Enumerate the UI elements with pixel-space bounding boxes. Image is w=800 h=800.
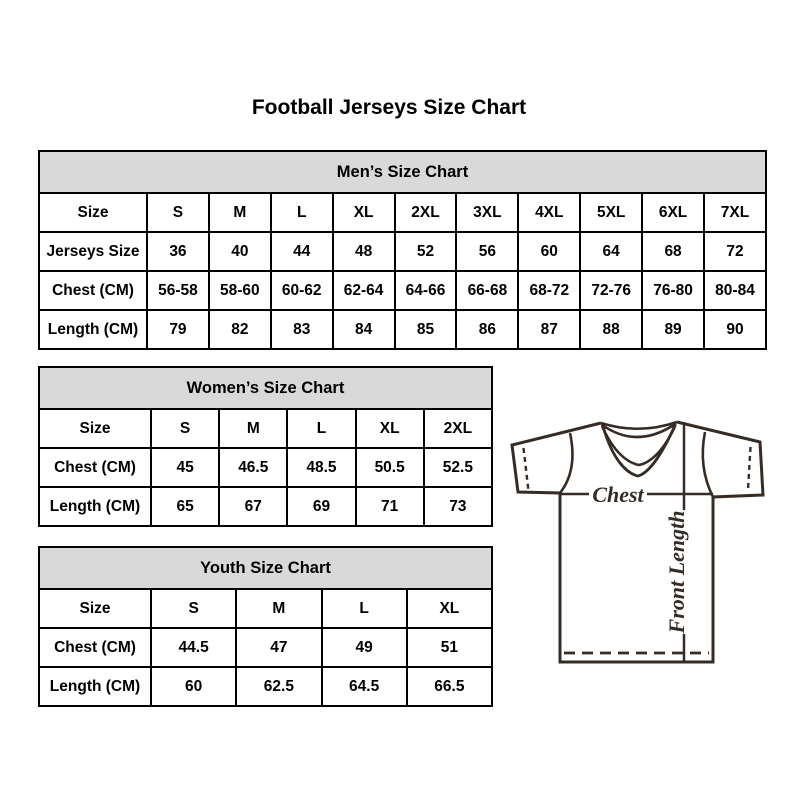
size-cell: M (236, 589, 321, 628)
row-label: Size (39, 409, 151, 448)
size-cell: 60 (151, 667, 236, 706)
size-cell: 72-76 (580, 271, 642, 310)
size-cell: 60 (518, 232, 580, 271)
size-cell: S (151, 409, 219, 448)
size-cell: 64 (580, 232, 642, 271)
women-row-0 (39, 409, 492, 448)
women-header-row (39, 367, 492, 409)
row-label: Size (39, 589, 151, 628)
size-cell: 46.5 (219, 448, 287, 487)
size-cell: S (147, 193, 209, 232)
right-sleeve-seam (703, 432, 713, 497)
row-label: Length (CM) (39, 310, 147, 349)
men-row-1 (39, 232, 766, 271)
size-cell: 2XL (395, 193, 457, 232)
page-title: Football Jerseys Size Chart (251, 96, 527, 119)
size-cell: 50.5 (356, 448, 424, 487)
size-cell: 68 (642, 232, 704, 271)
size-cell: XL (333, 193, 395, 232)
size-cell: 52 (395, 232, 457, 271)
size-cell: 44 (271, 232, 333, 271)
row-label: Chest (CM) (39, 271, 147, 310)
left-cuff-stitch-dashes (524, 448, 529, 491)
front-length-measure-label: Front Length (664, 510, 689, 634)
jersey-measurement-diagram (498, 412, 796, 672)
size-cell: S (151, 589, 236, 628)
size-cell: 69 (287, 487, 355, 526)
youth-row-0 (39, 589, 492, 628)
left-sleeve-seam (560, 433, 572, 493)
row-label: Size (39, 193, 147, 232)
size-cell: 7XL (704, 193, 766, 232)
men-table-title: Men’s Size Chart (39, 151, 766, 193)
size-cell: 48.5 (287, 448, 355, 487)
size-cell: 62-64 (333, 271, 395, 310)
women-row-2 (39, 487, 492, 526)
size-cell: 44.5 (151, 628, 236, 667)
men-row-0 (39, 193, 766, 232)
size-cell: M (219, 409, 287, 448)
size-cell: 76-80 (642, 271, 704, 310)
size-cell: 86 (456, 310, 518, 349)
men-header-row (39, 151, 766, 193)
row-label: Chest (CM) (39, 628, 151, 667)
mens-size-table (38, 150, 767, 350)
size-cell: L (322, 589, 407, 628)
size-cell: 68-72 (518, 271, 580, 310)
size-cell: 51 (407, 628, 492, 667)
womens-size-table (38, 366, 493, 527)
chest-measure-label: Chest (592, 482, 644, 507)
collar-vneck-outer-curve (604, 427, 675, 477)
size-cell: 60-62 (271, 271, 333, 310)
size-cell: 90 (704, 310, 766, 349)
collar-top-curve (601, 422, 677, 429)
size-cell: 82 (209, 310, 271, 349)
row-label: Chest (CM) (39, 448, 151, 487)
size-cell: XL (356, 409, 424, 448)
size-cell: L (287, 409, 355, 448)
size-cell: 36 (147, 232, 209, 271)
size-cell: XL (407, 589, 492, 628)
size-cell: 40 (209, 232, 271, 271)
size-cell: 47 (236, 628, 321, 667)
size-cell: L (271, 193, 333, 232)
jersey-outline (512, 422, 763, 662)
size-cell: 66.5 (407, 667, 492, 706)
women-row-1 (39, 448, 492, 487)
size-cell: 89 (642, 310, 704, 349)
size-cell: 6XL (642, 193, 704, 232)
size-cell: 56-58 (147, 271, 209, 310)
size-cell: 2XL (424, 409, 492, 448)
size-cell: 85 (395, 310, 457, 349)
size-cell: 87 (518, 310, 580, 349)
youth-row-1 (39, 628, 492, 667)
size-cell: 84 (333, 310, 395, 349)
size-cell: 80-84 (704, 271, 766, 310)
size-cell: 71 (356, 487, 424, 526)
row-label: Length (CM) (39, 487, 151, 526)
size-cell: 73 (424, 487, 492, 526)
youth-row-2 (39, 667, 492, 706)
size-cell: 58-60 (209, 271, 271, 310)
youth-size-table (38, 546, 493, 707)
size-cell: 79 (147, 310, 209, 349)
size-cell: 83 (271, 310, 333, 349)
size-cell: M (209, 193, 271, 232)
size-cell: 72 (704, 232, 766, 271)
size-cell: 52.5 (424, 448, 492, 487)
youth-header-row (39, 547, 492, 589)
size-cell: 66-68 (456, 271, 518, 310)
men-row-3 (39, 310, 766, 349)
men-row-2 (39, 271, 766, 310)
women-table-title: Women’s Size Chart (39, 367, 492, 409)
size-cell: 56 (456, 232, 518, 271)
size-cell: 65 (151, 487, 219, 526)
size-cell: 49 (322, 628, 407, 667)
right-cuff-stitch-dashes (748, 447, 751, 490)
size-cell: 64.5 (322, 667, 407, 706)
size-cell: 88 (580, 310, 642, 349)
size-cell: 3XL (456, 193, 518, 232)
row-label: Jerseys Size (39, 232, 147, 271)
youth-table-title: Youth Size Chart (39, 547, 492, 589)
size-cell: 64-66 (395, 271, 457, 310)
size-cell: 67 (219, 487, 287, 526)
size-cell: 62.5 (236, 667, 321, 706)
size-cell: 48 (333, 232, 395, 271)
size-cell: 4XL (518, 193, 580, 232)
size-cell: 5XL (580, 193, 642, 232)
size-cell: 45 (151, 448, 219, 487)
row-label: Length (CM) (39, 667, 151, 706)
